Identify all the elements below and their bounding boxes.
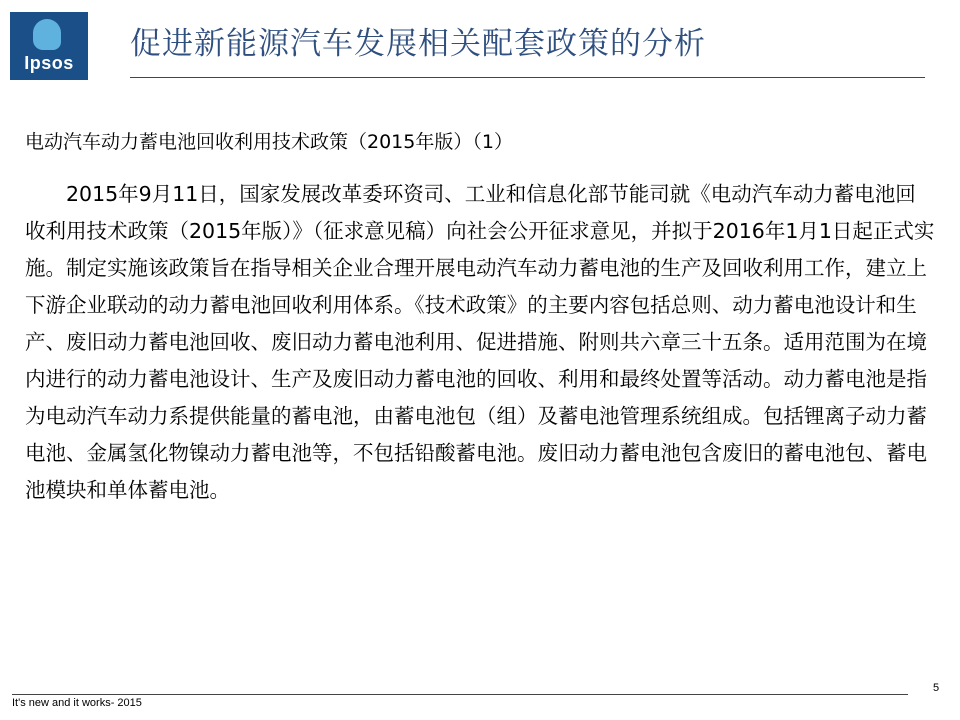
page-number: 5 — [933, 682, 940, 694]
ipsos-logo — [10, 12, 88, 80]
section-heading: 电动汽车动力蓄电池回收利用技术政策（2015年版）（1） — [25, 131, 513, 153]
footer-divider — [12, 694, 908, 695]
head-silhouette-icon — [33, 19, 61, 50]
footer-tagline: It's new and it works- 2015 — [12, 697, 142, 709]
logo-text: Ipsos — [24, 53, 74, 73]
title-divider — [130, 77, 925, 78]
body-paragraph: 2015年9月11日，国家发展改革委环资司、工业和信息化部节能司就《电动汽车动力蓄电池回收利用技术政策（2015年版）》（征求意见稿）向社会公开征求意见，并拟于2016年1月1日起正式实施。制定实施该政策旨在指导相关企业合理开展电动汽车动力蓄电池的生产及回收利用工作，建立上下游企业联动的动力蓄电池回收利用体系。《技术政策》的主要内容包括总则、动力蓄电池设计和生产、废旧动力蓄电池回收、废旧动力蓄电池利用、促进措施、附则共六章三十五条。适用范围为在境内进行的动力蓄电池设计、生产及废旧动力蓄电池的回收、利用和最终处置等活动。动力蓄电池是指为电动汽车动力系提供能量的蓄电池，由蓄电池包（组）及蓄电池管理系统组成。包括锂离子动力蓄电池、金属氢化物镍动力蓄电池等，不包括铅酸蓄电池。废旧动力蓄电池包含废旧的蓄电池包、蓄电池模块和单体蓄电池。 — [25, 182, 935, 502]
slide-title: 促进新能源汽车发展相关配套政策的分析 — [130, 26, 706, 62]
